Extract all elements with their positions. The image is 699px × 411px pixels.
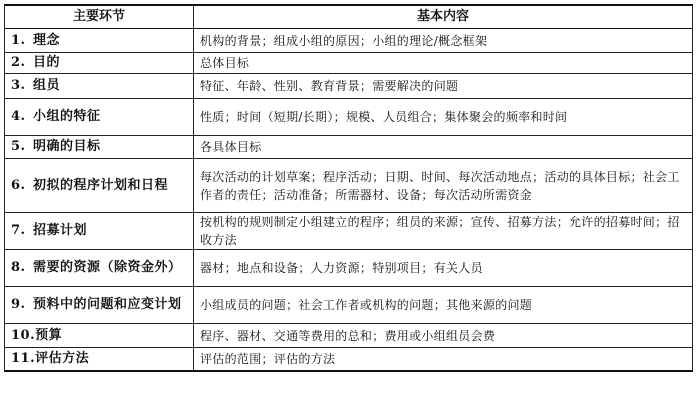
stage-number: 2. [11, 55, 26, 70]
table-row [5, 159, 693, 213]
stage-number: 10. [11, 327, 36, 343]
stage-cell [5, 74, 194, 99]
stage-label: 小组的特征 [33, 109, 101, 124]
stage-label: 预算 [35, 327, 63, 343]
content-cell: 特征、年龄、性别、教育背景；需要解决的问题 [194, 74, 693, 99]
stage-number: 4. [11, 109, 26, 124]
table-row [5, 324, 693, 348]
stage-label: 理念 [33, 32, 61, 48]
stage-label: 明确的目标 [33, 139, 101, 154]
stage-cell [5, 324, 194, 348]
stage-label: 组员 [33, 78, 61, 93]
stage-cell [5, 348, 194, 372]
table-row [5, 250, 693, 287]
stage-cell [5, 136, 194, 159]
table-row [5, 348, 693, 372]
stage-number: 9. [11, 297, 26, 312]
table-row [5, 99, 693, 136]
stage-label: 目的 [33, 55, 61, 70]
stage-number: 6. [11, 177, 26, 193]
stage-cell [5, 213, 194, 250]
stage-cell [5, 287, 194, 324]
table-row [5, 53, 693, 74]
stage-cell [5, 99, 194, 136]
stage-number: 11. [11, 351, 36, 366]
stage-number: 1. [11, 32, 26, 48]
content-cell: 每次活动的计划草案；程序活动；日期、时间、每次活动地点；活动的具体目标；社会工作者的责任；活动准备；所需器材、设备；每次活动所需资金 [194, 159, 693, 213]
table-row [5, 136, 693, 159]
table-row [5, 213, 693, 250]
stage-number: 3. [11, 78, 26, 93]
content-cell: 总体目标 [194, 53, 693, 74]
content-cell: 器材；地点和设备；人力资源；特别项目；有关人员 [194, 250, 693, 287]
stage-label: 评估方法 [35, 351, 90, 366]
content-cell: 程序、器材、交通等费用的总和；费用或小组组员会费 [194, 324, 693, 348]
table-row [5, 287, 693, 324]
table-row [5, 29, 693, 53]
table-row [5, 74, 693, 99]
stage-label: 预料中的问题和应变计划 [33, 297, 182, 312]
stage-number: 8. [11, 260, 26, 275]
content-cell: 性质；时间（短期/长期）；规模、人员组合；集体聚会的频率和时间 [194, 99, 693, 136]
content-cell: 按机构的规则制定小组建立的程序；组员的来源；宣传、招募方法；允许的招募时间；招收方法 [194, 213, 693, 250]
table-header-row [5, 5, 693, 29]
stage-number: 5. [11, 139, 26, 154]
content-cell: 评估的范围；评估的方法 [194, 348, 693, 372]
stage-label: 招募计划 [33, 223, 88, 238]
content-cell: 小组成员的问题；社会工作者或机构的问题；其他来源的问题 [194, 287, 693, 324]
header-stage: 主要环节 [5, 5, 194, 29]
content-cell: 机构的背景；组成小组的原因；小组的理论/概念框架 [194, 29, 693, 53]
stage-cell [5, 53, 194, 74]
stage-cell [5, 159, 194, 213]
stage-label: 初拟的程序计划和日程 [33, 177, 169, 193]
stage-cell [5, 250, 194, 287]
stage-number: 7. [11, 223, 26, 238]
content-cell: 各具体目标 [194, 136, 693, 159]
stage-cell [5, 29, 194, 53]
header-content: 基本内容 [194, 5, 693, 29]
stage-label: 需要的资源（除资金外） [33, 260, 182, 275]
group-plan-table [4, 4, 693, 372]
